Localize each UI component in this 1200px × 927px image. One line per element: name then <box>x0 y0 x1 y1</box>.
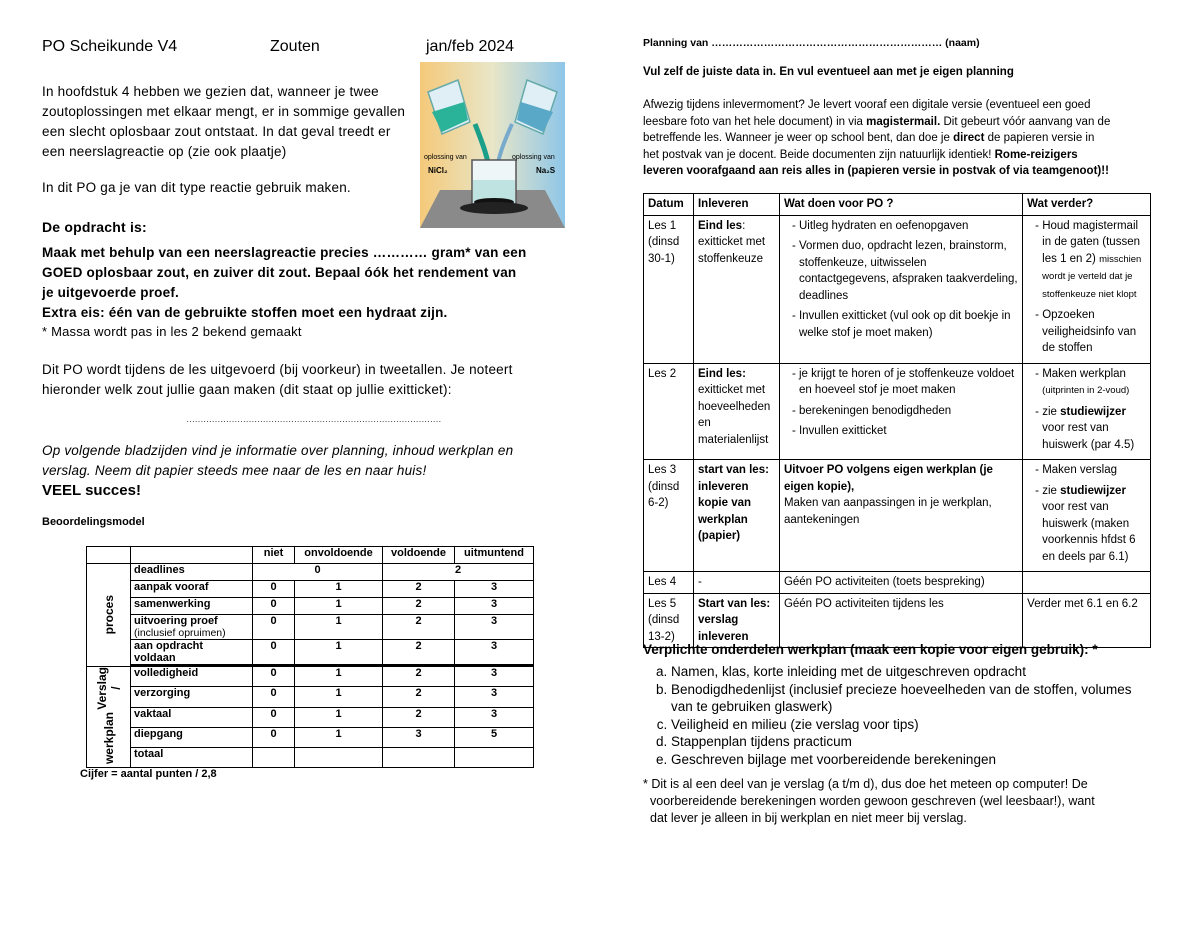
score-cell: 3 <box>383 727 455 747</box>
doen-cell: - je krijgt te horen of je stoffenkeuze voldoet en hoeveel stof je moet maken - berekeningen benodigdheden - Invullen exitticket <box>779 363 1022 460</box>
score-cell: 2 <box>383 707 455 727</box>
list-item: a. Namen, klas, korte inleiding met de uitgeschreven opdracht <box>671 663 1143 681</box>
date-label: jan/feb 2024 <box>426 38 515 55</box>
requirements-title: Verplichte onderdelen werkplan (maak een kopie voor eigen gebruik): * <box>643 642 1098 657</box>
row-label: volledigheid <box>131 666 253 687</box>
absent-info: Afwezig tijdens inlevermoment? Je levert vooraf een digitale versie (eventueel een goed leesbare foto van het hele document) in via magistermail. Dit gebeurt vóór aanvang van de betreffende les. Wanneer je weer op school bent, dan doe je direct de papieren versie in het postvak van je docent. Beide documenten zijn natuurlijk identiek! Rome-reizigers leveren voorafgaand aan reis alles in (papieren versie in postvak of via teamgenoot)!! <box>643 99 1111 177</box>
inleveren-cell: - <box>693 572 779 594</box>
inleveren-cell: Eind les: exitticket met stoffenkeuze <box>693 215 779 363</box>
score-cell: 0 <box>253 581 295 598</box>
assignment-text: Maak met behulp van een neerslagreactie precies ………… gram* van een GOED oplosbaar zout, en zuiver dit zout. Bepaal óók het rendement van je uitgevoerde proef. Extra eis: één van de gebruikte stoffen moet een hydraat zijn. <box>42 245 527 320</box>
row-label: aan opdracht voldaan <box>131 640 253 665</box>
intro-text-2: In dit PO ga je van dit type reactie gebruik maken. <box>42 180 351 195</box>
label-left: oplossing van <box>424 154 467 161</box>
score-cell: 0 <box>253 666 295 687</box>
total-label: totaal <box>131 747 253 767</box>
row-label: diepgang <box>131 727 253 747</box>
datum-cell: Les 1 (dinsd 30-1) <box>644 215 694 363</box>
score-cell: 1 <box>295 666 383 687</box>
col-wat-verder: Wat verder? <box>1023 194 1151 216</box>
po-text: Dit PO wordt tijdens de les uitgevoerd (bij voorkeur) in tweetallen. Je noteert hieronder welk zout jullie gaan maken (dit staat op jullie exitticket): <box>42 362 513 397</box>
row-label: samenwerking <box>131 598 253 615</box>
group-verslag: Verslag /werkplan <box>87 666 131 768</box>
planning-table <box>643 193 1151 648</box>
footnote: * Dit is al een deel van je verslag (a t/m d), dus doe het meteen op computer! De voorbereidende berekeningen worden gewoon geschreven (wel leesbaar!), want dat lever je alleen in bij werkplan en niet meer bij verslag. <box>643 777 1095 825</box>
list-item: e. Geschreven bijlage met voorbereidende berekeningen <box>671 751 1143 769</box>
score-cell: 2 <box>383 615 455 640</box>
score-cell: 3 <box>455 640 534 665</box>
score-cell: 3 <box>455 707 534 727</box>
score-cell: 1 <box>295 598 383 615</box>
row-les-2 <box>644 363 1151 460</box>
group-proces: proces <box>87 564 131 667</box>
deadlines-low: 0 <box>253 564 383 581</box>
formula-left: NiCl₂ <box>428 166 448 175</box>
list-item: b. Benodigdhedenlijst (inclusief precieze hoeveelheden van de stoffen, volumes van te gebruiken glaswerk) <box>671 681 1143 716</box>
fill-in-instruction: Vul zelf de juiste data in. En vul eventueel aan met je eigen planning <box>643 66 1014 78</box>
inleveren-cell: start van les: inleveren kopie van werkplan (papier) <box>693 460 779 572</box>
header-voldoende: voldoende <box>383 547 455 564</box>
score-cell: 5 <box>455 727 534 747</box>
verder-cell <box>1023 572 1151 594</box>
inleveren-cell: Start van les: verslag inleveren <box>693 593 779 648</box>
doen-cell: Uitvoer PO volgens eigen werkplan (je eigen kopie), Maken van aanpassingen in je werkplan, aantekeningen <box>779 460 1022 572</box>
verder-cell: - Maken verslag - zie studiewijzer voor rest van huiswerk (maken voorkennis hfdst 6 en deels par 6.1) <box>1023 460 1151 572</box>
dotted-answer-line: ……………………………………………………………………………… <box>186 414 441 424</box>
intro-text: In hoofdstuk 4 hebben we gezien dat, wanneer je twee zoutoplossingen met elkaar mengt, er in sommige gevallen een slecht oplosbaar zout ontstaat. In dat geval treedt er een neerslagreactie op (zie ook plaatje) <box>42 84 406 159</box>
verder-cell: - Houd magistermail in de gaten (tussen les 1 en 2) misschien wordt je verteld dat je stoffenkeuze niet klopt - Opzoeken veiligheidsinfo van de stoffen <box>1023 215 1151 363</box>
datum-cell: Les 4 <box>644 572 694 594</box>
doen-cell: Géén PO activiteiten tijdens les <box>779 593 1022 648</box>
list-item: d. Stappenplan tijdens practicum <box>671 733 1143 751</box>
row-les-1 <box>644 215 1151 363</box>
header-niet: niet <box>253 547 295 564</box>
precipitation-illustration <box>420 62 565 228</box>
datum-cell: Les 3 (dinsd 6-2) <box>644 460 694 572</box>
datum-cell: Les 2 <box>644 363 694 460</box>
score-cell: 0 <box>253 615 295 640</box>
score-cell: 2 <box>383 687 455 707</box>
row-les-3 <box>644 460 1151 572</box>
scoring-table <box>86 546 534 768</box>
mass-note: * Massa wordt pas in les 2 bekend gemaakt <box>42 324 302 339</box>
score-cell: 3 <box>455 581 534 598</box>
row-les-5 <box>644 593 1151 648</box>
score-cell: 0 <box>253 598 295 615</box>
row-label: vaktaal <box>131 707 253 727</box>
score-cell: 3 <box>455 666 534 687</box>
verder-cell: - Maken werkplan (uitprinten in 2-voud) - zie studiewijzer voor rest van huiswerk (par 4.5) <box>1023 363 1151 460</box>
row-les-4 <box>644 572 1151 594</box>
score-cell: 0 <box>253 640 295 665</box>
page-title: PO Scheikunde V4 <box>42 38 178 55</box>
label-right: oplossing van <box>512 154 555 161</box>
veel-succes: VEEL succes! <box>42 482 141 499</box>
header-onvoldoende: onvoldoende <box>295 547 383 564</box>
score-cell: 1 <box>295 640 383 665</box>
score-cell: 2 <box>383 640 455 665</box>
score-cell: 0 <box>253 707 295 727</box>
score-cell: 1 <box>295 727 383 747</box>
list-item: c. Veiligheid en milieu (zie verslag voor tips) <box>671 716 1143 734</box>
score-cell: 2 <box>383 581 455 598</box>
deadlines-high: 2 <box>383 564 534 581</box>
doen-cell: - Uitleg hydraten en oefenopgaven - Vormen duo, opdracht lezen, brainstorm, stoffenkeuze, uitwisselen contactgegevens, afspraken taakverdeling, deadlines - Invullen exitticket (vul ook op dit boekje in welke stof je moet maken) <box>779 215 1022 363</box>
inleveren-cell: Eind les: exitticket met hoeveelheden en materialenlijst <box>693 363 779 460</box>
score-cell: 1 <box>295 687 383 707</box>
planning-title: Planning van ………………………………………………………… (naam) <box>643 37 980 49</box>
verder-cell: Verder met 6.1 en 6.2 <box>1023 593 1151 648</box>
score-cell: 1 <box>295 615 383 640</box>
row-label: aanpak vooraf <box>131 581 253 598</box>
score-cell: 0 <box>253 727 295 747</box>
score-cell: 3 <box>455 687 534 707</box>
header-uitmuntend: uitmuntend <box>455 547 534 564</box>
formula-right: Na₂S <box>536 166 556 175</box>
score-cell: 3 <box>455 598 534 615</box>
col-inleveren: Inleveren <box>693 194 779 216</box>
score-cell: 1 <box>295 707 383 727</box>
datum-cell: Les 5 (dinsd 13-2) <box>644 593 694 648</box>
col-datum: Datum <box>644 194 694 216</box>
italic-info: Op volgende bladzijden vind je informatie over planning, inhoud werkplan en verslag. Neem dit papier steeds mee naar de les en naar huis! <box>42 443 514 478</box>
row-label: deadlines <box>131 564 253 581</box>
assignment-heading: De opdracht is: <box>42 219 147 235</box>
requirements-list <box>643 663 1143 768</box>
grade-formula: Cijfer = aantal punten / 2,8 <box>80 768 217 780</box>
score-cell: 3 <box>455 615 534 640</box>
model-title: Beoordelingsmodel <box>42 516 145 528</box>
doen-cell: Géén PO activiteiten (toets bespreking) <box>779 572 1022 594</box>
row-label: uitvoering proef (inclusief opruimen) <box>131 615 253 640</box>
col-wat-doen: Wat doen voor PO ? <box>779 194 1022 216</box>
row-label: verzorging <box>131 687 253 707</box>
topic-title: Zouten <box>270 38 320 55</box>
score-cell: 2 <box>383 666 455 687</box>
score-cell: 1 <box>295 581 383 598</box>
score-cell: 0 <box>253 687 295 707</box>
score-cell: 2 <box>383 598 455 615</box>
